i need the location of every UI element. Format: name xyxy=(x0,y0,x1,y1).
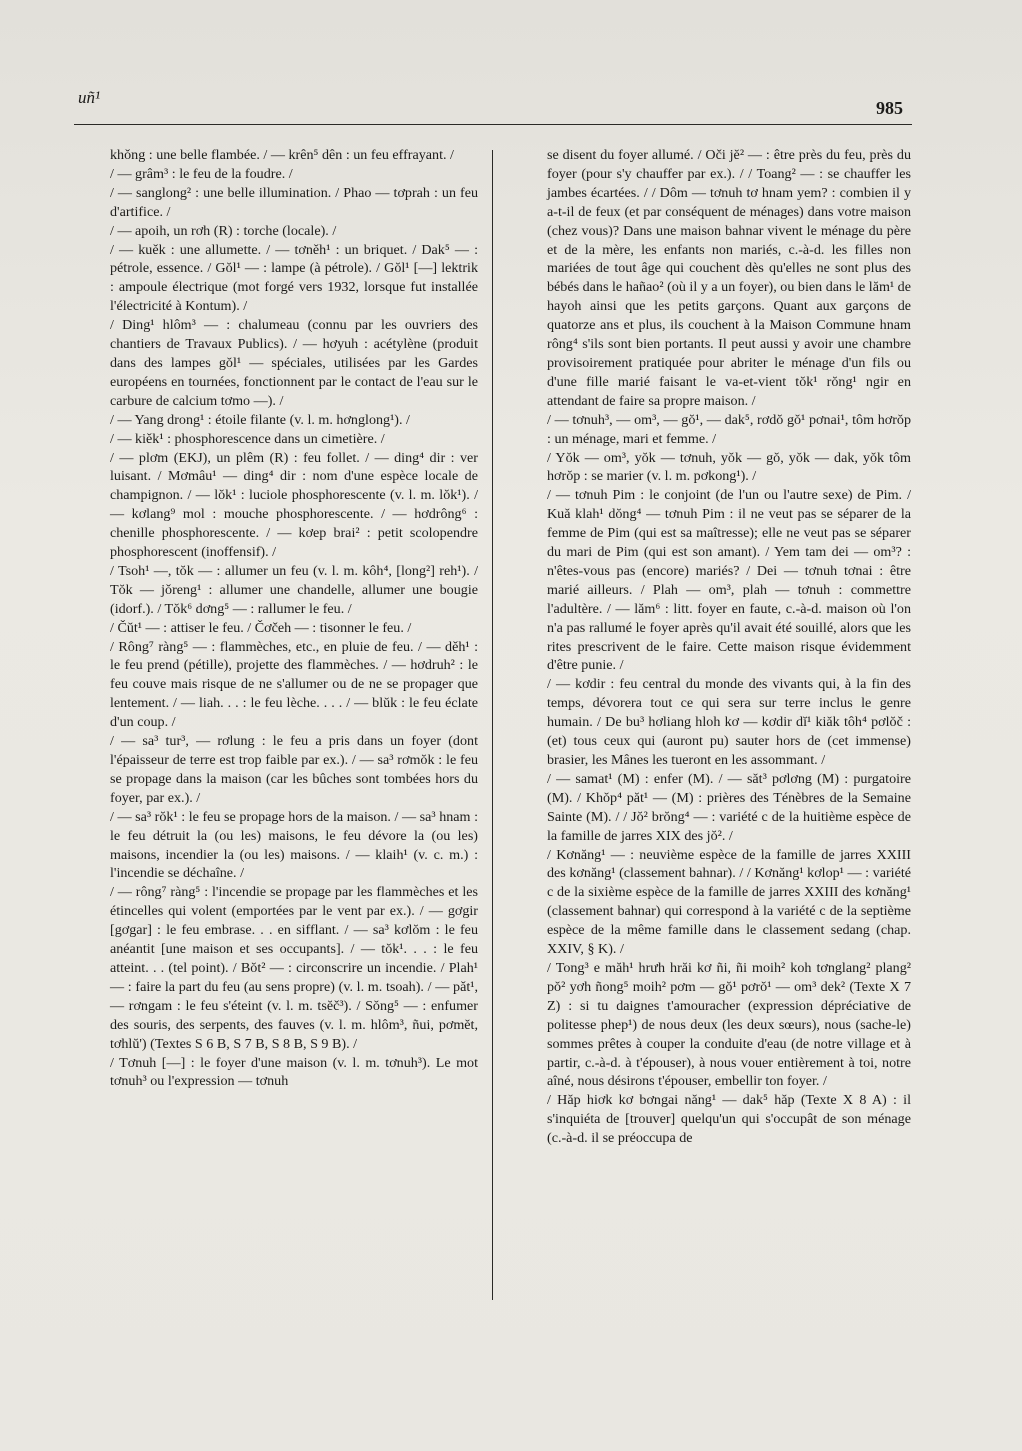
column-divider xyxy=(492,150,493,1300)
entry-paragraph: / — tơnuh Pim : le conjoint (de l'un ou l'autre sexe) de Pim. / Kuă klah¹ dŏng⁴ — tơnuh Pim : il ne veut pas se séparer de la femme de Pim (qui est sa maîtresse); elle ne veut pas se séparer du mari de Pim (qui est son amant). / Yem tam dei — om³? : n'êtes-vous pas (encore) mariés? / Dei — tơnuh tơnai : être marié ailleurs. / Plah — om³, plah — tơnuh : commettre l'adultère. / — lăm⁶ : litt. foyer en faute, c.-à-d. maison où l'on n'a pas rallumé le foyer après qu'il avait été souillé, alors que les rites prescrivent de le faire. Cette maison risque évidemment d'être punie. / xyxy=(547,487,911,674)
entry-paragraph: / Ding¹ hlôm³ — : chalumeau (connu par les ouvriers des chantiers de Travaux Publics). / — hơyuh : acétylène (produit dans des lampes gŏl¹ — spéciales, utilisées par les Gardes européens en tournées, fonctionnent par le contact de l'eau sur le carbure de calcium tơmo —). / xyxy=(110,317,478,409)
entry-paragraph: khǒng : une belle flambée. / — krên⁵ dên : un feu effrayant. / xyxy=(110,147,454,163)
entry-paragraph: / — rông⁷ ràng⁵ : l'incendie se propage par les flammèches et les étincelles qui volent (emportées par le vent par ex.). / — gơgir [gơgar] : le feu embrase. . . en sifflant. / — sa³ kơlŏm : le feu anéantit [une maison et ses occupants]. / — tŏk¹. . . : le feu atteint. . . (tel point). / Bŏt² — : circonscrire un incendie. / Plah¹ — : faire la part du feu (au sens propre) (v. l. m. tsoah). / — pǎt¹, — rơngam : le feu s'éteint (v. l. m. tsĕč³). / Sŏng⁵ — : enfumer des souris, des serpents, des fauves (v. l. m. hlôm³, ñui, pơmĕt, tơhlŭ') (Textes S 6 B, S 7 B, S 8 B, S 9 B). / xyxy=(110,884,478,1052)
entry-paragraph: se disent du foyer allumé. / Oči jĕ² — : être près du feu, près du foyer (pour s'y chauffer par ex.). / / Toang² — : se chauffer les jambes écartées. / / Dôm — tơnuh tơ hnam yem? : combien il y a-t-il de feux (et par conséquent de ménages) dans votre maison (chez vous)? Dans une maison bahnar vivent le ménage du père et de la mère, les enfants non mariés, c.-à-d. les filles non mariées de tout âge qui couchent dès qu'elles ne sont plus des bébés dans le hañao² (où il y a un foyer), ou bien dans le lăm¹ de hayoh ainsi que les petits garçons. Quant aux garçons de quatorze ans et plus, ils couchent à la Maison Commune hnam rông⁴ s'ils sont bien portants. Il peut aussi y avoir une chambre provisoirement pratiquée pour abriter le ménage d'un fils ou d'une fille marié faisant le va-et-vient tŏk¹ rŏng¹ ngir en attendant de faire sa propre maison. / xyxy=(547,147,911,409)
entry-paragraph: / Yŏk — om³, yŏk — tơnuh, yŏk — gŏ, yŏk — dak, yŏk tôm hơrŏp : se marier (v. l. m. pơkong¹). / xyxy=(547,449,911,485)
entry-paragraph: / — kiěk¹ : phosphorescence dans un cimetière. / xyxy=(110,430,385,447)
entry-paragraph: / — kơdir : feu central du monde des vivants qui, à la fin des temps, dévorera tout ce qui sera sur terre inclus le genre humain. / De bu³ hơliang hloh kơ — kơdir dĭ¹ kiăk tôh⁴ pơlŏč : (et) tous ceux qui (auront pu) sauter hors de (cet immense) brasier, les Mânes les tueront en les assommant. / xyxy=(547,676,911,768)
entry-paragraph: / Tơnuh [—] : le foyer d'une maison (v. l. m. tơnuh³). Le mot tơnuh³ ou l'expression — tơnuh xyxy=(110,1054,478,1090)
right-column xyxy=(547,146,911,1148)
entry-paragraph: / Kơnăng¹ — : neuvième espèce de la famille de jarres XXIII des kơnăng¹ (classement bahnar). / / Kơnăng¹ kơlop¹ — : variété c de la sixième espèce de la famille de jarres XXIII des kơnăng¹ (classement bahnar) qui correspond à la variété c de la septième espèce de la même famille dans le classement sedang (chap. XXIV, § K). / xyxy=(547,846,911,958)
entry-paragraph: / Hăp hiơk kơ bơngai năng¹ — dak⁵ hăp (Texte X 8 A) : il s'inquiéta de [trouver] quelqu'un qui s'occupât de son ménage (c.-à-d. il se préoccupa de xyxy=(547,1092,911,1147)
entry-paragraph: / Čŭt¹ — : attiser le feu. / Čơčeh — : tisonner le feu. / xyxy=(110,619,412,636)
entry-paragraph: / — samat¹ (M) : enfer (M). / — săt³ pơlơng (M) : purgatoire (M). / Khŏp⁴ păt¹ — (M) : prières des Ténèbres de la Semaine Sainte (M). / / Jŏ² brŏng⁴ — : variété c de la huitième espèce de la famille de jarres XIX des jŏ². / xyxy=(547,770,911,844)
entry-paragraph: / — sanglong² : une belle illumination. / Phao — tơprah : un feu d'artifice. / xyxy=(110,184,478,220)
running-head: uñ¹ xyxy=(78,88,101,107)
entry-paragraph: / — grâm³ : le feu de la foudre. / xyxy=(110,165,293,182)
entry-paragraph: / — plơm (EKJ), un plêm (R) : feu follet. / — ding⁴ dir : ver luisant. / Mơmâu¹ — ding⁴ dir : nom d'une espèce locale de champignon. / — lŏk¹ : luciole phosphorescente (v. l. m. lŏk¹). / — kơlang⁹ mol : mouche phosphorescente. / — hơdrông⁶ : chenille phosphorescente. / — kơep brai² : petit scolopendre phosphorescent (inoffensif). / xyxy=(110,449,478,561)
entry-paragraph: / — sa³ tur³, — rơlung : le feu a pris dans un foyer (dont l'épaisseur de terre est trop faible par ex.). / — sa³ rơmŏk : le feu se propage dans la maison (car les bûches sont tombées hors du foyer, par ex.). / xyxy=(110,733,478,806)
entry-paragraph: / — sa³ rŏk¹ : le feu se propage hors de la maison. / — sa³ hnam : le feu détruit la (ou les) maisons, le feu dévore la (ou les) maisons, incendier la (ou les) maisons. / — klaih¹ (v. c. m.) : l'incendie se déchaîne. / xyxy=(110,808,478,882)
entry-paragraph: / — kuěk : une allumette. / — tơněh¹ : un briquet. / Dak⁵ — : pétrole, essence. / Gŏl¹ — : lampe (à pétrole). / Gŏl¹ [—] lektrik : ampoule électrique (mot forgé vers 1932, lorsque fut installée l'électricité à Kontum). / xyxy=(110,241,478,315)
entry-paragraph: / Tsoh¹ —, tŏk — : allumer un feu (v. l. m. kôh⁴, [long²] reh¹). / Tŏk — jǒreng¹ : allumer une chandelle, allumer une bougie (idorf.). / Tŏk⁶ dơng⁵ — : rallumer le feu. / xyxy=(110,562,478,617)
left-column xyxy=(110,146,478,1091)
entry-paragraph: / — apoih, un rơh (R) : torche (locale). / xyxy=(110,222,337,239)
entry-paragraph: / Rông⁷ ràng⁵ — : flammèches, etc., en pluie de feu. / — děh¹ : le feu prend (pétille), projette des flammèches. / — hơdruh² : le feu couve mais risque de ne s'allumer ou de ne se propager que lentement. / — liah. . . : le feu lèche. . . . / — blŭk : le feu éclate d'un coup. / xyxy=(110,638,478,731)
page-number: 985 xyxy=(876,98,903,118)
entry-paragraph: / Tong³ e măh¹ hrưh hrăi kơ ñi, ñi moih² koh tơnglang² plang² pŏ² yơh ñong⁵ moih² pơm — gŏ¹ pơrŏ¹ — om³ dek² (Texte X 7 Z) : si tu daignes t'amouracher (expression dépréciative de politesse phep¹) de nous deux (les deux sœurs), nous (sache-le) sommes prêtes à couper la conduite d'eau (de notre village et à partir, c.-à-d. à t'épouser), à nous vouer entièrement à toi, notre aîné, nous désirons t'épouser, embellir ton foyer. / xyxy=(547,959,911,1090)
header-rule xyxy=(74,124,912,125)
entry-paragraph: / — Yang drong¹ : étoile filante (v. l. m. hơnglong¹). / xyxy=(110,411,410,428)
entry-paragraph: / — tơnuh³, — om³, — gŏ¹, — dak⁵, rơdŏ gŏ¹ pơnai¹, tôm hơrŏp : un ménage, mari et femme. / xyxy=(547,411,911,447)
